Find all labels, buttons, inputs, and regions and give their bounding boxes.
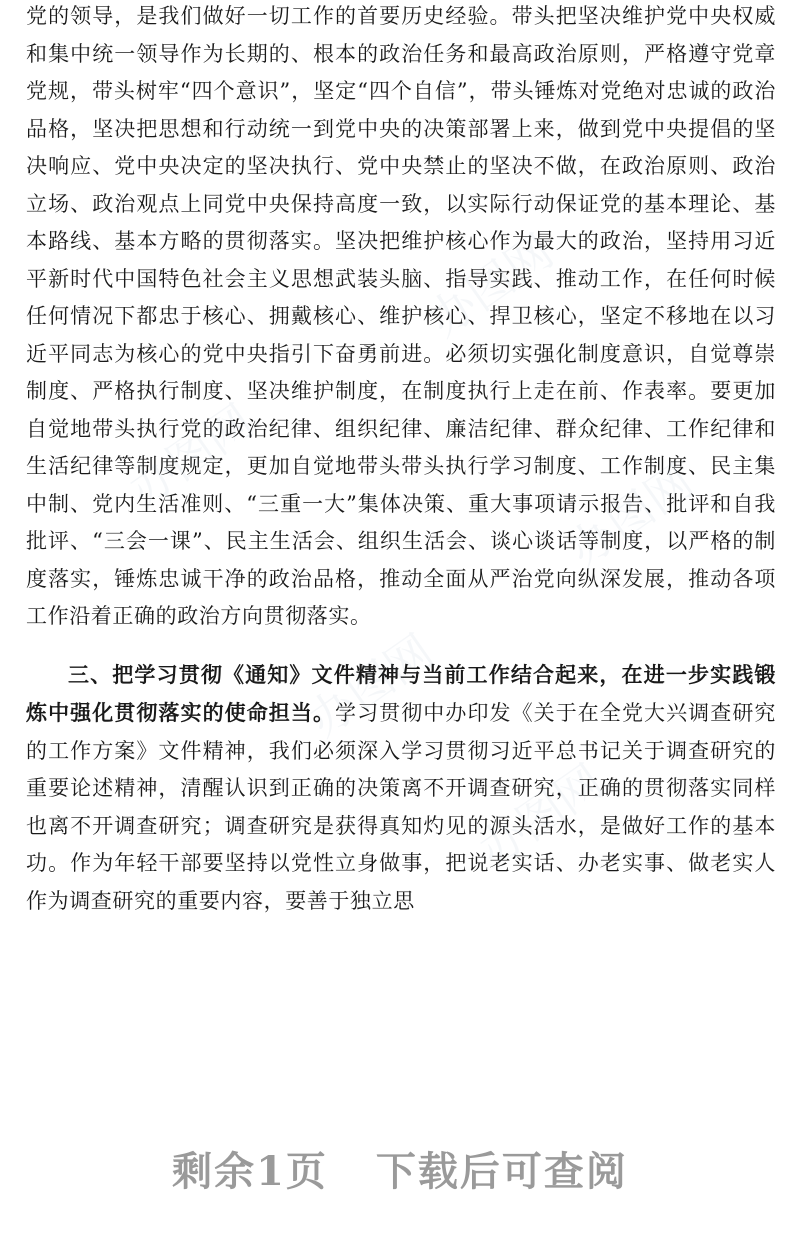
section-body: 学习贯彻中办印发《关于在全党大兴调查研究的工作方案》文件精神，我们必须深入学习贯彻习近平总书记关于调查研究的重要论述精神，清醒认识到正确的决策离不开调查研究，正确的贯彻落实同样也离不开调查研究；调查研究是获得真知灼见的源头活水，是做好工作的基本功。作为年轻干部要坚持以党性立身做事，把说老实话、办老实事、做老实人作为调查研究的重要内容，要善于独立思 xyxy=(26,701,776,913)
watermark: 办图网 xyxy=(118,393,263,518)
body-paragraph: 党的领导，是我们做好一切工作的首要历史经验。带头把坚决维护党中央权威和集中统一领导作为长期的、根本的政治任务和最高政治原则，严格遵守党章党规，带头树牢“四个意识”，坚定“四个自信”，带头锤炼对党绝对忠诚的政治品格，坚决把思想和行动统一到党中央的决策部署上来，做到党中央提倡的坚决响应、党中央决定的坚决执行、党中央禁止的坚决不做，在政治原则、政治立场、政治观点上同党中央保持高度一致，以实际行动保证党的基本理论、基本路线、基本方略的贯彻落实。坚决把维护核心作为最大的政治，坚持用习近平新时代中国特色社会主义思想武装头脑、指导实践、推动工作，在任何时候任何情况下都忠于核心、拥戴核心、维护核心、捍卫核心，坚定不移地在以习近平同志为核心的党中央指引下奋勇前进。必须切实强化制度意识，自觉尊崇制度、严格执行制度、坚决维护制度，在制度执行上走在前、作表率。要更加自觉地带头执行党的政治纪律、组织纪律、廉洁纪律、群众纪律、工作纪律和生活纪律等制度规定，更加自觉地带头带头执行学习制度、工作制度、民主集中制、党内生活准则、“三重一大”集体决策、重大事项请示报告、批评和自我批评、“三会一课”、民主生活会、组织生活会、谈心谈话等制度，以严格的制度落实，锤炼忠诚干净的政治品格，推动全面从严治党向纵深发展，推动各项工作沿着正确的政治方向贯彻落实。 xyxy=(26,4,776,628)
watermark: 办图网 xyxy=(418,223,563,348)
document-page xyxy=(26,0,776,920)
watermark: 办图网 xyxy=(298,623,443,748)
download-to-view-label: 下载后可查阅 xyxy=(375,1148,628,1195)
section-heading: 三、把学习贯彻《通知》文件精神与当前工作结合起来，在进一步实践锻炼中强化贯彻落实的使命担当。 xyxy=(26,661,776,725)
watermark: 办图网 xyxy=(468,753,613,878)
watermark: 办图网 xyxy=(558,453,703,578)
section-paragraph xyxy=(26,656,776,921)
remaining-pages-label: 剩余1页 xyxy=(172,1148,328,1195)
download-prompt[interactable] xyxy=(0,1140,800,1197)
